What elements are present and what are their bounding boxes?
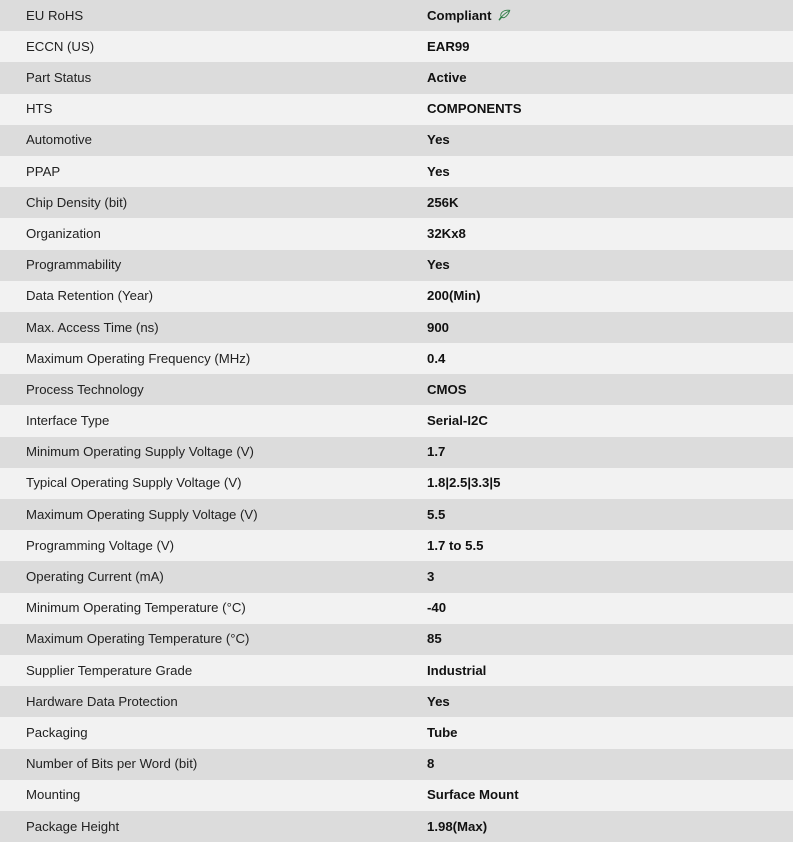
attribute-value-cell xyxy=(413,655,793,686)
attribute-value-text: -40 xyxy=(427,600,447,616)
table-row xyxy=(0,655,793,686)
attribute-value-text: 1.7 xyxy=(427,444,446,460)
attribute-value-text: EAR99 xyxy=(427,38,470,54)
attribute-value-wrap xyxy=(427,132,450,148)
attribute-value-wrap xyxy=(427,164,450,180)
attribute-value-cell xyxy=(413,686,793,717)
attribute-value-cell xyxy=(413,437,793,468)
table-row xyxy=(0,780,793,811)
attribute-value-text: CMOS xyxy=(427,381,467,397)
attribute-value-cell xyxy=(413,218,793,249)
attribute-value-text: 85 xyxy=(427,631,442,647)
attribute-name-cell: Chip Density (bit) xyxy=(0,187,413,218)
attribute-name-cell: ECCN (US) xyxy=(0,31,413,62)
table-row xyxy=(0,811,793,842)
leaf-icon xyxy=(498,9,511,22)
attribute-value-text: Yes xyxy=(427,132,450,148)
attribute-name-cell: Data Retention (Year) xyxy=(0,281,413,312)
table-row xyxy=(0,686,793,717)
table-row xyxy=(0,0,793,31)
attribute-value-wrap xyxy=(427,600,446,616)
attribute-name-cell: Minimum Operating Supply Voltage (V) xyxy=(0,437,413,468)
attribute-value-cell xyxy=(413,530,793,561)
attribute-value-text: 1.8|2.5|3.3|5 xyxy=(427,475,501,491)
attribute-value-text: 32Kx8 xyxy=(427,225,466,241)
attribute-value-text: 200(Min) xyxy=(427,288,481,304)
attribute-value-wrap xyxy=(427,694,450,710)
attribute-value-text: Yes xyxy=(427,257,450,273)
attribute-name-cell: Supplier Temperature Grade xyxy=(0,655,413,686)
attribute-value-wrap xyxy=(427,320,449,336)
table-row xyxy=(0,749,793,780)
attribute-value-text: Industrial xyxy=(427,662,487,678)
table-row xyxy=(0,187,793,218)
attribute-value-text: COMPONENTS xyxy=(427,101,522,117)
attribute-name-cell: Interface Type xyxy=(0,405,413,436)
table-row xyxy=(0,561,793,592)
attribute-value-cell xyxy=(413,499,793,530)
table-row xyxy=(0,437,793,468)
attribute-value-wrap xyxy=(427,756,434,772)
attribute-value-wrap xyxy=(427,569,434,585)
table-row xyxy=(0,31,793,62)
table-row xyxy=(0,343,793,374)
attribute-value-wrap xyxy=(427,444,445,460)
attribute-value-text: 256K xyxy=(427,194,459,210)
attribute-value-wrap xyxy=(427,288,481,304)
attribute-name-cell: EU RoHS xyxy=(0,0,413,31)
attribute-name-cell: Hardware Data Protection xyxy=(0,686,413,717)
attribute-value-wrap xyxy=(427,725,458,741)
table-row xyxy=(0,281,793,312)
attribute-value-text: 1.7 to 5.5 xyxy=(427,537,484,553)
attribute-value-text: 1.98(Max) xyxy=(427,818,488,834)
table-row xyxy=(0,250,793,281)
table-row xyxy=(0,62,793,93)
attribute-value-cell xyxy=(413,125,793,156)
attribute-value-text: 3 xyxy=(427,569,435,585)
attribute-value-text: 900 xyxy=(427,319,450,335)
attribute-name-cell: Operating Current (mA) xyxy=(0,561,413,592)
attribute-value-cell xyxy=(413,811,793,842)
table-row xyxy=(0,530,793,561)
attribute-value-wrap xyxy=(427,351,445,367)
attribute-value-cell xyxy=(413,780,793,811)
attribute-value-wrap xyxy=(427,226,466,242)
attribute-value-wrap xyxy=(427,507,445,523)
attribute-value-cell xyxy=(413,31,793,62)
attribute-value-cell xyxy=(413,62,793,93)
table-row xyxy=(0,593,793,624)
attribute-value-cell xyxy=(413,0,793,31)
attribute-name-cell: Organization xyxy=(0,218,413,249)
attribute-value-text: Tube xyxy=(427,724,458,740)
attribute-value-cell xyxy=(413,624,793,655)
attribute-value-wrap xyxy=(427,8,511,24)
attribute-value-cell xyxy=(413,749,793,780)
attribute-value-text: Serial-I2C xyxy=(427,413,488,429)
attribute-value-wrap xyxy=(427,787,519,803)
table-row xyxy=(0,624,793,655)
attribute-value-cell xyxy=(413,717,793,748)
attribute-value-wrap xyxy=(427,382,467,398)
attribute-value-text: 0.4 xyxy=(427,350,446,366)
attribute-name-cell: Part Status xyxy=(0,62,413,93)
table-row xyxy=(0,374,793,405)
table-row xyxy=(0,125,793,156)
table-row xyxy=(0,405,793,436)
attribute-value-text: Yes xyxy=(427,163,450,179)
attribute-value-text: Compliant xyxy=(427,7,492,23)
table-row xyxy=(0,717,793,748)
attribute-name-cell: Mounting xyxy=(0,780,413,811)
attribute-value-wrap xyxy=(427,819,487,835)
table-row xyxy=(0,312,793,343)
attribute-name-cell: Typical Operating Supply Voltage (V) xyxy=(0,468,413,499)
attribute-value-wrap xyxy=(427,195,459,211)
attribute-value-cell xyxy=(413,312,793,343)
attribute-name-cell: Programmability xyxy=(0,250,413,281)
attribute-name-cell: Package Height xyxy=(0,811,413,842)
attribute-name-cell: PPAP xyxy=(0,156,413,187)
attribute-value-cell xyxy=(413,156,793,187)
attribute-name-cell: Maximum Operating Supply Voltage (V) xyxy=(0,499,413,530)
attribute-name-cell: Max. Access Time (ns) xyxy=(0,312,413,343)
attribute-value-wrap xyxy=(427,413,488,429)
attribute-value-wrap xyxy=(427,631,442,647)
attribute-name-cell: Maximum Operating Frequency (MHz) xyxy=(0,343,413,374)
attribute-value-wrap xyxy=(427,538,483,554)
attribute-name-cell: HTS xyxy=(0,94,413,125)
attribute-value-cell xyxy=(413,468,793,499)
attribute-value-text: Yes xyxy=(427,693,450,709)
table-row xyxy=(0,468,793,499)
table-row xyxy=(0,499,793,530)
attribute-value-cell xyxy=(413,94,793,125)
attribute-value-cell xyxy=(413,187,793,218)
table-row xyxy=(0,94,793,125)
attribute-value-wrap xyxy=(427,257,450,273)
attribute-name-cell: Minimum Operating Temperature (°C) xyxy=(0,593,413,624)
attribute-value-text: Surface Mount xyxy=(427,787,519,803)
attribute-value-cell xyxy=(413,343,793,374)
attribute-name-cell: Number of Bits per Word (bit) xyxy=(0,749,413,780)
attribute-value-cell xyxy=(413,405,793,436)
attribute-value-cell xyxy=(413,250,793,281)
table-row xyxy=(0,218,793,249)
attribute-value-text: Active xyxy=(427,70,467,86)
attribute-value-wrap xyxy=(427,475,500,491)
attribute-value-cell xyxy=(413,561,793,592)
attribute-value-wrap xyxy=(427,101,522,117)
attribute-value-wrap xyxy=(427,70,467,86)
attribute-name-cell: Packaging xyxy=(0,717,413,748)
attribute-name-cell: Programming Voltage (V) xyxy=(0,530,413,561)
attribute-value-wrap xyxy=(427,39,470,55)
attribute-name-cell: Automotive xyxy=(0,125,413,156)
attribute-value-cell xyxy=(413,374,793,405)
attribute-value-wrap xyxy=(427,663,486,679)
attribute-value-text: 5.5 xyxy=(427,506,446,522)
attribute-value-cell xyxy=(413,593,793,624)
attribute-name-cell: Maximum Operating Temperature (°C) xyxy=(0,624,413,655)
attribute-name-cell: Process Technology xyxy=(0,374,413,405)
attribute-value-text: 8 xyxy=(427,756,435,772)
attribute-value-cell xyxy=(413,281,793,312)
table-row xyxy=(0,156,793,187)
